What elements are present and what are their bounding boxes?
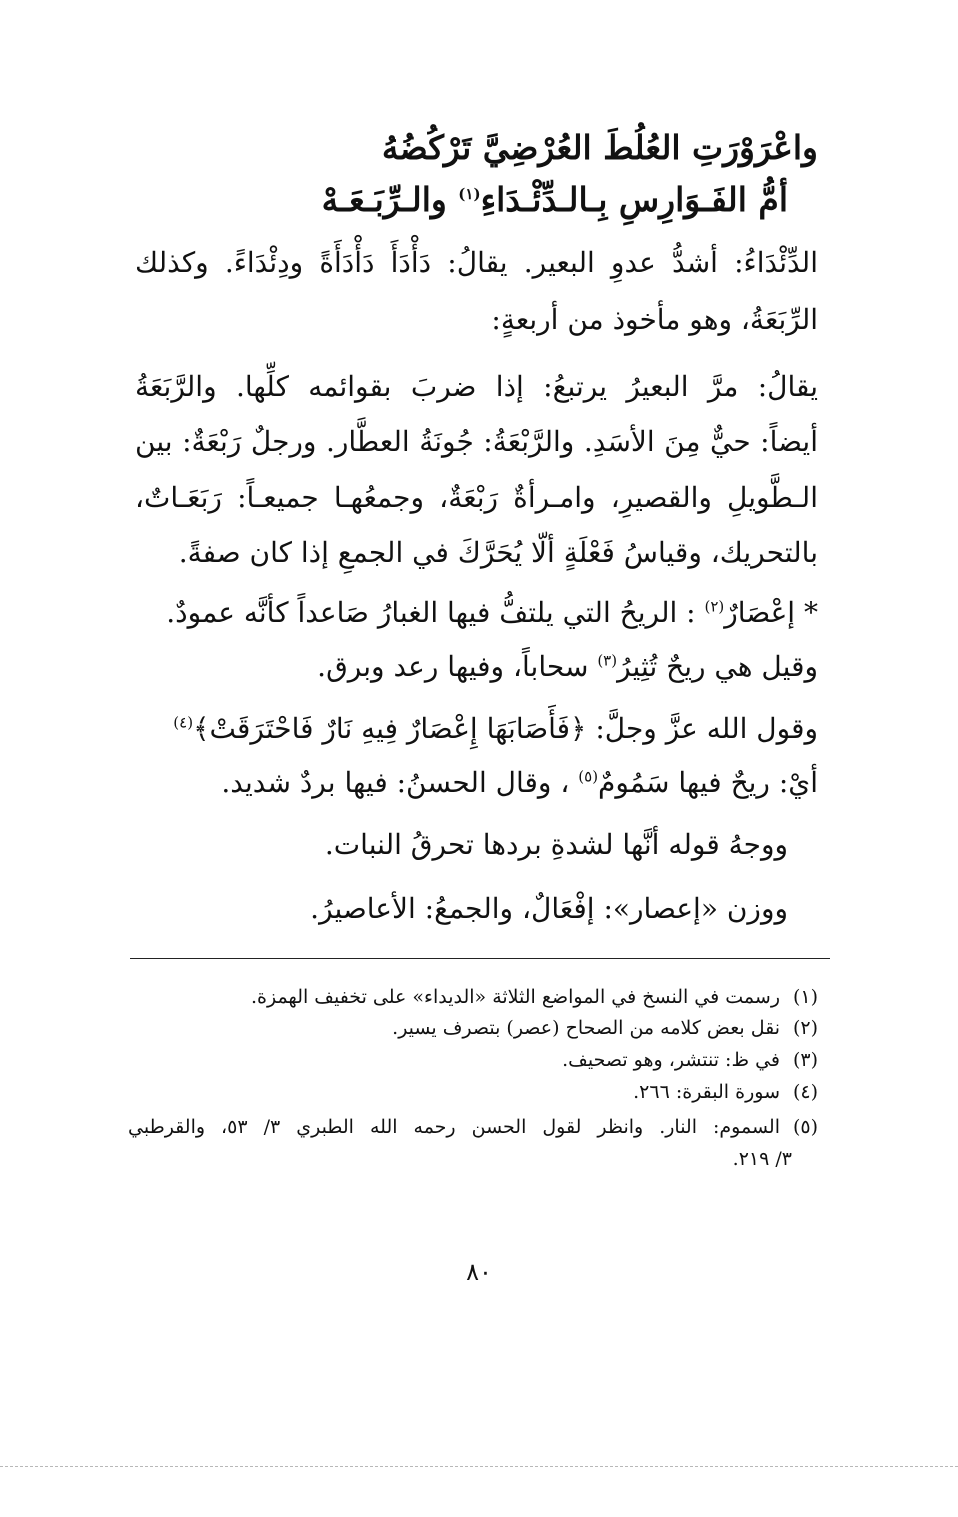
paragraph-4-line-2 [135, 766, 818, 799]
footnote-ref-4: (٤) [173, 713, 194, 732]
paragraph-4-line-1 [135, 712, 818, 745]
footnote-number: (٣) [792, 1049, 818, 1071]
paragraph-3-line-1 [135, 596, 818, 629]
verse-line-2-text: أمُّ الفَـوَارِسِ بِـالـدِّئْـدَاءِ [480, 180, 788, 219]
verse-line-2 [322, 180, 788, 219]
footnote-text: نقل بعض كلامه من الصحاح (عصر) بتصرف يسير. [392, 1017, 780, 1039]
footnote-1 [128, 986, 818, 1008]
text: وقيل هي ريحٌ تُثِيرُ [617, 650, 818, 683]
paragraph-1-line-2 [135, 303, 818, 336]
footnote-number: (٥) [792, 1116, 818, 1138]
footnote-5-continuation [128, 1148, 792, 1170]
footnote-ref-5: (٥) [578, 767, 599, 786]
footnote-text: سورة البقرة: ٢٦٦. [633, 1081, 780, 1103]
entry-star: * [795, 596, 818, 629]
paragraph-1-line-1 [135, 246, 818, 279]
footnote-text: رسمت في النسخ في المواضع الثلاثة «الديداء» على تخفيف الهمزة. [250, 986, 780, 1008]
paragraph-2-line-4 [135, 536, 818, 569]
text: أيْ: ريحٌ فيها سَمُومٌ [598, 766, 818, 799]
text: الرِّبَعَةُ، وهو مأخوذ من أربعةٍ: [491, 303, 818, 336]
footnote-text: ٣/ ٢١٩. [732, 1148, 792, 1170]
paragraph-2-line-2 [135, 425, 818, 458]
text: الـطَّويلِ والقصيرِ، وامـرأةٌ رَبْعَةٌ، وجمعُهـا جميعـاً: رَبَعَـاتٌ، [135, 481, 818, 514]
text: الدِّئْدَاءُ: أشدُّ عدوِ البعير. يقالُ: دَأْدَأَ دَأْدَأَةً ودِئْدَاءً. وكذلك [135, 246, 818, 279]
footnote-number: (٤) [792, 1081, 818, 1103]
footnote-ref-2: (٢) [704, 597, 725, 616]
text: يقالُ: مرَّ البعيرُ يرتبعُ: إذا ضربَ بقوائمه كلِّها. والرَّبَعَةُ [135, 370, 818, 403]
footnote-divider [130, 958, 830, 959]
text: ، وقال الحسنُ: فيها بردٌ شديد. [221, 766, 579, 799]
verse-line-1 [382, 128, 818, 167]
footnote-ref-3: (٣) [597, 651, 618, 670]
text: : الريحُ التي يلتفُّ فيها الغبارُ صَاعداً كأنَّه عمودٌ. [166, 596, 705, 629]
footnote-number: (١) [792, 986, 818, 1008]
text: ووجهُ قوله أنَّها لشدةِ بردها تحرقُ النبات. [324, 828, 788, 861]
text: ووزن «إعصار»: إفْعَالٌ، والجمعُ: الأعاصيرُ. [310, 892, 788, 925]
headword: إعْصَارٌ [724, 596, 796, 629]
paragraph-2-line-3 [135, 481, 818, 514]
paragraph-6 [135, 892, 788, 925]
paragraph-3-line-2 [135, 650, 818, 683]
footnote-text: في ظ: تنتشر، وهو تصحيف. [562, 1049, 780, 1071]
footnote-5 [128, 1116, 818, 1138]
text: سحاباً، وفيها رعد وبرق. [317, 650, 598, 683]
footnote-3 [128, 1049, 818, 1071]
paragraph-5 [135, 828, 788, 861]
footnote-text: السموم: النار. وانظر لقول الحسن رحمه الله الطبري ٣/ ٥٣، والقرطبي [128, 1116, 780, 1138]
scan-edge-line [0, 1466, 958, 1467]
text: بالتحريك، وقياسُ فَعْلَةٍ ألّا يُحَرَّكَ في الجمعِ إذا كان صفةً. [178, 536, 818, 569]
footnote-ref-1: (١) [458, 185, 481, 203]
text: أيضاً: حيٌّ مِنَ الأسَدِ. والرَّبْعَةُ: جُونَةُ العطَّار. ورجلٌ رَبْعَةٌ: بين [135, 425, 818, 458]
footnote-4 [128, 1081, 818, 1103]
verse-line-1-text: واعْرَوْرَتِ العُلُطَ العُرْضِيَّ تَرْكُضُهُ [381, 128, 818, 167]
page-number: ٨٠ [466, 1258, 492, 1286]
footnote-2 [128, 1017, 818, 1039]
footnote-number: (٢) [792, 1017, 818, 1039]
paragraph-2-line-1 [135, 370, 818, 403]
quran-quote: وقول الله عزَّ وجلَّ: ﴿فَأَصَابَهَا إِعْصَارٌ فِيهِ نَارٌ فَاحْتَرَقَتْ﴾ [193, 712, 818, 745]
verse-line-2-end: والـرِّبَـعَـهْ [321, 180, 459, 219]
